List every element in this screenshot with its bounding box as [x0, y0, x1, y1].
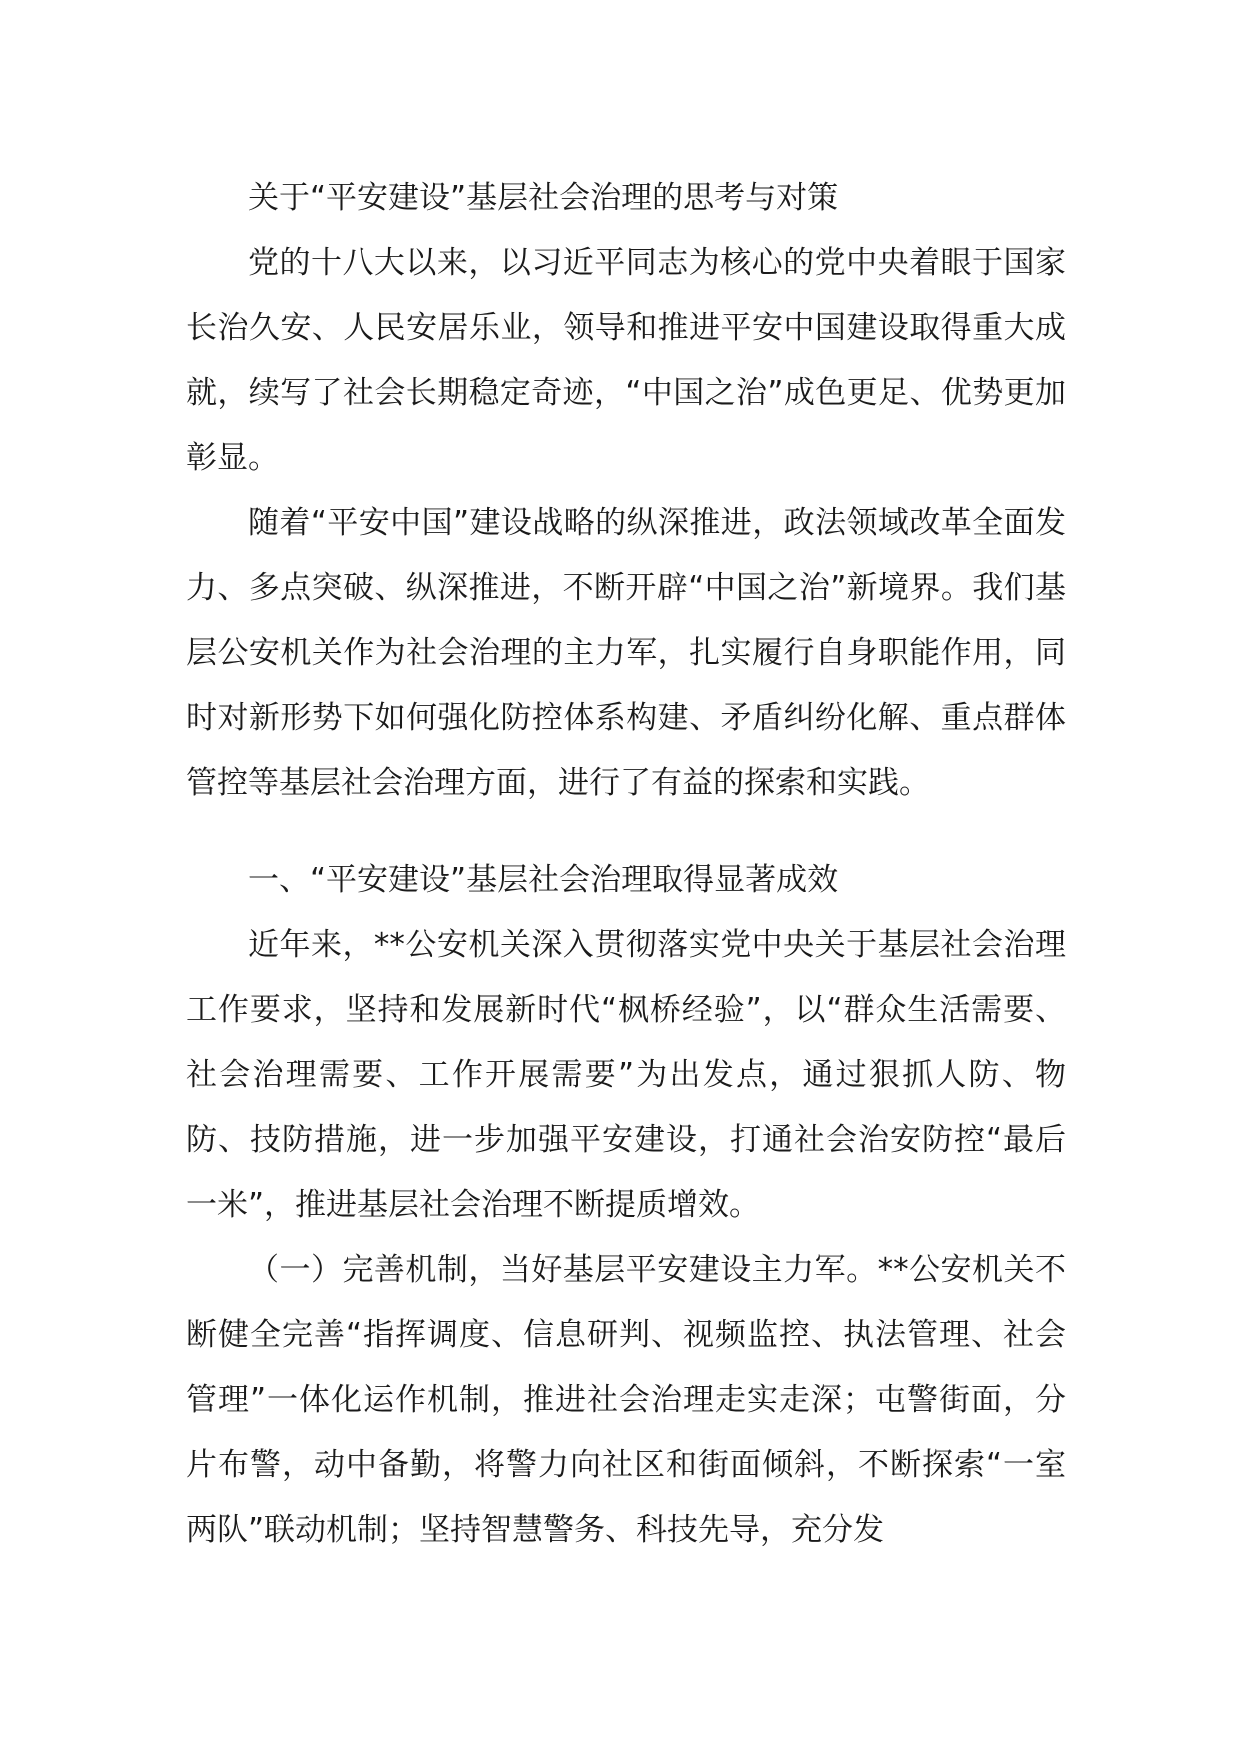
section-1-paragraph-2: （一）完善机制，当好基层平安建设主力军。**公安机关不断健全完善“指挥调度、信息研判、视频监控、执法管理、社会管理”一体化运作机制，推进社会治理走实走深；屯警街面，分片布警，动中备勤，将警力向社区和街面倾斜，不断探索“一室两队”联动机制；坚持智慧警务、科技先导，充分发: [186, 1252, 1066, 1548]
document-body: [186, 166, 1066, 1563]
section-1-heading: 一、“平安建设”基层社会治理取得显著成效: [248, 862, 839, 898]
section-spacer: [186, 816, 1066, 848]
section-1-paragraph-1: 近年来，**公安机关深入贯彻落实党中央关于基层社会治理工作要求，坚持和发展新时代“枫桥经验”，以“群众生活需要、社会治理需要、工作开展需要”为出发点，通过狠抓人防、物防、技防措施，进一步加强平安建设，打通社会治安防控“最后一米”，推进基层社会治理不断提质增效。: [186, 927, 1066, 1223]
intro-paragraph-1: 党的十八大以来，以习近平同志为核心的党中央着眼于国家长治久安、人民安居乐业，领导和推进平安中国建设取得重大成就，续写了社会长期稳定奇迹，“中国之治”成色更足、优势更加彰显。: [186, 245, 1066, 476]
document-title: 关于“平安建设”基层社会治理的思考与对策: [248, 180, 839, 216]
intro-paragraph-2: 随着“平安中国”建设战略的纵深推进，政法领域改革全面发力、多点突破、纵深推进，不断开辟“中国之治”新境界。我们基层公安机关作为社会治理的主力军，扎实履行自身职能作用，同时对新形势下如何强化防控体系构建、矛盾纠纷化解、重点群体管控等基层社会治理方面，进行了有益的探索和实践。: [186, 505, 1066, 801]
